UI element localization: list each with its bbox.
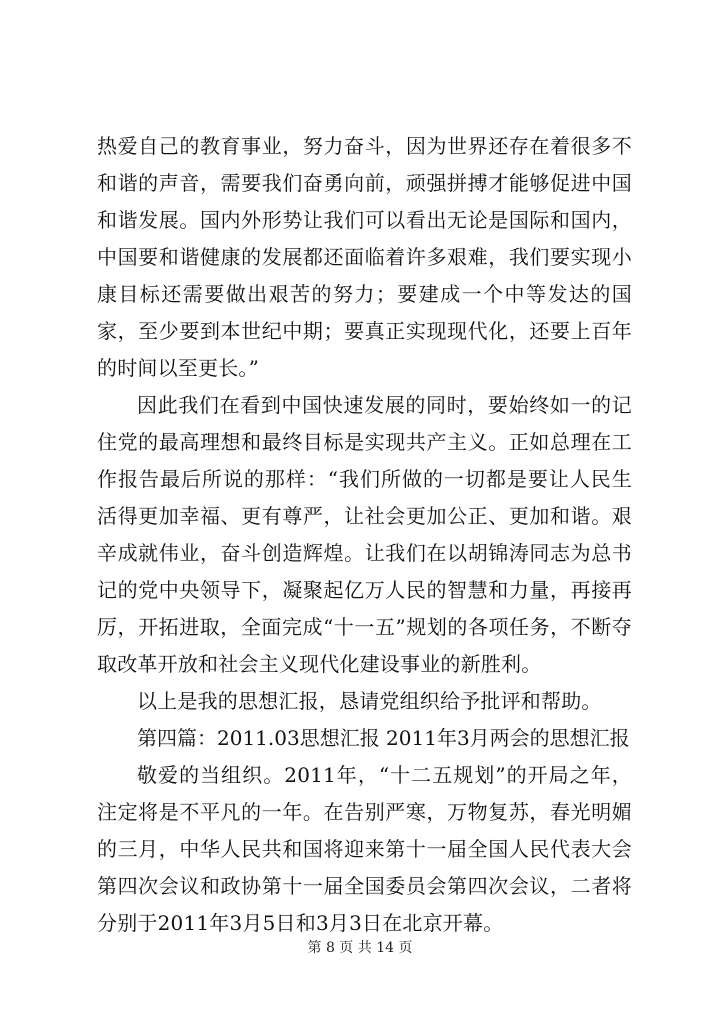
paragraph-3: 以上是我的思想汇报，恳请党组织给予批评和帮助。 bbox=[137, 689, 602, 713]
page-footer: 第 8 页 共 14 页 bbox=[307, 940, 413, 956]
section-heading: 第四篇：2011.03思想汇报 2011年3月两会的思想汇报 bbox=[137, 726, 630, 750]
paragraph-2: 因此我们在看到中国快速发展的同时，要始终如一的记住党的最高理想和最终目标是实现共产主义。正如总理在工作报告最后所说的那样：“我们所做的一切都是要让人民生活得更加幸福、更有尊严，让社会更加公正、更加和谐。艰辛成就伟业，奋斗创造辉煌。让我们在以胡锦涛同志为总书记的党中央领导下，凝聚起亿万人民的智慧和力量，再接再厉，开拓进取，全面完成“十一五”规划的各项任务，不断夺取改革开放和社会主义现代化建设事业的新胜利。 bbox=[97, 393, 632, 676]
section-paragraph: 敬爱的当组织。2011年，“十二五规划”的开局之年，注定将是不平凡的一年。在告别严寒，万物复苏，春光明媚的三月，中华人民共和国将迎来第十一届全国人民代表大会第四次会议和政协第十一届全国委员会第四次会议，二者将分别于2011年3月5日和3月3日在北京开幕。 bbox=[97, 763, 632, 935]
paragraph-1: 热爱自己的教育事业，努力奋斗，因为世界还存在着很多不和谐的声音，需要我们奋勇向前，顽强拼搏才能够促进中国和谐发展。国内外形势让我们可以看出无论是国际和国内，中国要和谐健康的发展都还面临着许多艰难，我们要实现小康目标还需要做出艰苦的努力；要建成一个中等发达的国家，至少要到本世纪中期；要真正实现现代化，还要上百年的时间以至更长。” bbox=[97, 134, 632, 380]
body-text bbox=[97, 128, 632, 942]
